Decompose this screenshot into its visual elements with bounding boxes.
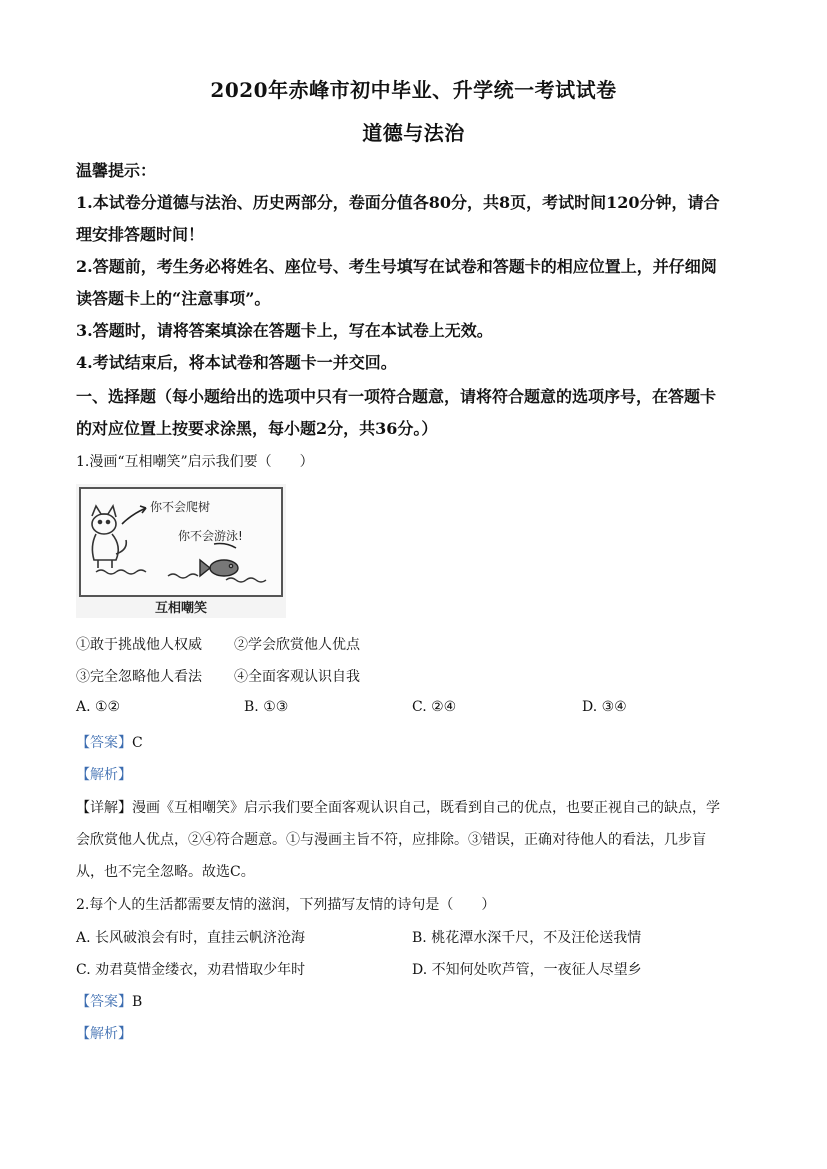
notice-heading: 温馨提示： (76, 161, 157, 180)
speech-bubble-fish: 你不会游泳! (178, 529, 243, 543)
section1-heading: 一、选择题（每小题给出的选项中只有一项符合题意，请将符合题意的选项序号，在答题卡 (76, 387, 717, 406)
notice-item-3: 3.答题时，请将答案填涂在答题卡上，写在本试卷上无效。 (76, 321, 493, 340)
q1-stem: 1.漫画“互相嘲笑”启示我们要（ ） (76, 454, 314, 470)
q1-statement-4: ④全面客观认识自我 (234, 669, 360, 685)
exam-title: 2020年赤峰市初中毕业、升学统一考试试卷 (210, 78, 617, 102)
notice-item-4: 4.考试结束后，将本试卷和答题卡一并交回。 (76, 353, 397, 372)
q1-detail-line-2: 会欣赏他人优点，②④符合题意。①与漫画主旨不符，应排除。③错误，正确对待他人的看法，几步盲 (76, 832, 706, 848)
q1-answer-line (76, 732, 143, 752)
detail-label: 【详解】 (76, 800, 132, 816)
q2-stem: 2.每个人的生活都需要友情的滋润，下列描写友情的诗句是（ ） (76, 897, 496, 913)
q1-option-d: D. ③④ (582, 699, 627, 715)
q1-answer-value: C (132, 735, 143, 751)
q1-detail-line-1 (76, 797, 720, 817)
q1-detail-line-3: 从，也不完全忽略。故选C。 (76, 864, 255, 880)
cartoon-drawing (76, 484, 286, 618)
q1-statement-3: ③完全忽略他人看法 (76, 669, 202, 685)
q2-answer-line (76, 991, 142, 1011)
answer-label: 【答案】 (76, 994, 132, 1010)
q2-option-a: A. 长风破浪会有时，直挂云帆济沧海 (76, 930, 306, 946)
cartoon-caption: 互相嘲笑 (154, 601, 208, 616)
q2-option-d: D. 不知何处吹芦管，一夜征人尽望乡 (412, 962, 642, 978)
q2-answer-value: B (132, 994, 143, 1010)
q1-statement-1: ①敢于挑战他人权威 (76, 637, 202, 653)
answer-label: 【答案】 (76, 735, 132, 751)
q1-detail-text-1: 漫画《互相嘲笑》启示我们要全面客观认识自己，既看到自己的优点，也要正视自己的缺点，学 (132, 800, 720, 816)
q1-option-c: C. ②④ (412, 699, 457, 715)
q1-option-b: B. ①③ (244, 699, 289, 715)
q2-option-c: C. 劝君莫惜金缕衣，劝君惜取少年时 (76, 962, 306, 978)
q2-analysis-label: 【解析】 (76, 1026, 132, 1042)
q1-cartoon-image (76, 484, 286, 618)
subject-title: 道德与法治 (362, 121, 465, 145)
notice-item-2-cont: 读答题卡上的“注意事项”。 (76, 289, 271, 308)
notice-item-1-cont: 理安排答题时间！ (76, 225, 205, 244)
section1-heading-cont: 的对应位置上按要求涂黑，每小题2分，共36分。） (76, 419, 438, 438)
notice-item-2: 2.答题前，考生务必将姓名、座位号、考生号填写在试卷和答题卡的相应位置上，并仔细阅 (76, 257, 717, 276)
q1-option-a: A. ①② (76, 699, 121, 715)
q2-option-b: B. 桃花潭水深千尺，不及汪伦送我情 (412, 930, 642, 946)
q1-analysis-label: 【解析】 (76, 767, 132, 783)
q1-statement-2: ②学会欣赏他人优点 (234, 637, 360, 653)
speech-bubble-cat: 你不会爬树 (150, 500, 211, 514)
notice-item-1: 1.本试卷分道德与法治、历史两部分，卷面分值各80分，共8页，考试时间120分钟，请合 (76, 193, 720, 212)
